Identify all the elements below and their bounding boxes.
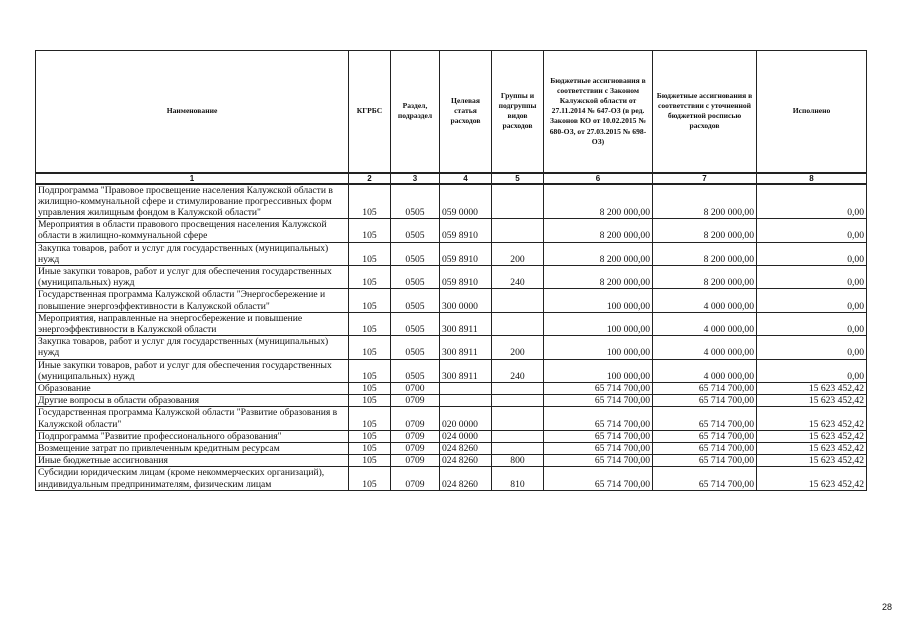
cell-kgrbs: 105 <box>349 430 391 442</box>
cell-section: 0505 <box>391 336 440 359</box>
cell-expense-group <box>492 395 544 407</box>
cell-kgrbs: 105 <box>349 265 391 288</box>
cell-refined-allocation: 65 714 700,00 <box>653 442 757 454</box>
cell-section: 0709 <box>391 407 440 430</box>
cell-expense-group <box>492 442 544 454</box>
cell-executed: 15 623 452,42 <box>757 407 867 430</box>
cell-kgrbs: 105 <box>349 467 391 490</box>
cell-executed: 0,00 <box>757 289 867 312</box>
cell-expense-group: 810 <box>492 467 544 490</box>
cell-law-allocation: 8 200 000,00 <box>544 265 653 288</box>
cell-target-article <box>440 395 492 407</box>
cell-executed: 0,00 <box>757 219 867 242</box>
header-expense-group: Группы и подгруппы видов расходов <box>492 51 544 173</box>
column-number: 8 <box>757 173 867 184</box>
header-name: Наименование <box>36 51 349 173</box>
cell-name: Другие вопросы в области образования <box>36 395 349 407</box>
cell-expense-group <box>492 382 544 394</box>
cell-section: 0709 <box>391 430 440 442</box>
cell-kgrbs: 105 <box>349 455 391 467</box>
cell-kgrbs: 105 <box>349 395 391 407</box>
cell-refined-allocation: 8 200 000,00 <box>653 184 757 219</box>
cell-target-article: 300 0000 <box>440 289 492 312</box>
cell-section: 0505 <box>391 289 440 312</box>
cell-executed: 0,00 <box>757 265 867 288</box>
cell-refined-allocation: 65 714 700,00 <box>653 455 757 467</box>
cell-expense-group: 200 <box>492 336 544 359</box>
cell-refined-allocation: 8 200 000,00 <box>653 265 757 288</box>
cell-name: Подпрограмма "Правовое просвещение населения Калужской области в жилищно-коммунальной сфере и стимулирование прогрессивных форм управления жилищным фондом в Калужской области" <box>36 184 349 219</box>
table-row <box>36 430 867 442</box>
cell-law-allocation: 8 200 000,00 <box>544 219 653 242</box>
cell-law-allocation: 65 714 700,00 <box>544 407 653 430</box>
cell-executed: 0,00 <box>757 359 867 382</box>
cell-law-allocation: 8 200 000,00 <box>544 242 653 265</box>
cell-law-allocation: 65 714 700,00 <box>544 430 653 442</box>
table-row <box>36 467 867 490</box>
column-number-row <box>36 173 867 184</box>
cell-expense-group <box>492 312 544 335</box>
cell-law-allocation: 65 714 700,00 <box>544 455 653 467</box>
cell-executed: 0,00 <box>757 242 867 265</box>
cell-expense-group <box>492 407 544 430</box>
column-number: 7 <box>653 173 757 184</box>
cell-executed: 15 623 452,42 <box>757 442 867 454</box>
cell-section: 0505 <box>391 242 440 265</box>
cell-refined-allocation: 8 200 000,00 <box>653 219 757 242</box>
cell-name: Образование <box>36 382 349 394</box>
cell-expense-group: 240 <box>492 265 544 288</box>
header-executed: Исполнено <box>757 51 867 173</box>
cell-target-article: 024 0000 <box>440 430 492 442</box>
table-header-row <box>36 51 867 173</box>
cell-law-allocation: 100 000,00 <box>544 289 653 312</box>
cell-law-allocation: 65 714 700,00 <box>544 382 653 394</box>
cell-expense-group: 200 <box>492 242 544 265</box>
cell-expense-group <box>492 289 544 312</box>
cell-section: 0709 <box>391 467 440 490</box>
header-refined-allocations: Бюджетные ассигнования в соответствии с уточненной бюджетной росписью расходов <box>653 51 757 173</box>
cell-kgrbs: 105 <box>349 289 391 312</box>
cell-section: 0709 <box>391 455 440 467</box>
cell-executed: 15 623 452,42 <box>757 382 867 394</box>
cell-kgrbs: 105 <box>349 184 391 219</box>
cell-name: Иные закупки товаров, работ и услуг для обеспечения государственных (муниципальных) нужд <box>36 265 349 288</box>
budget-table <box>35 50 867 491</box>
column-number: 4 <box>440 173 492 184</box>
column-number: 6 <box>544 173 653 184</box>
cell-refined-allocation: 4 000 000,00 <box>653 312 757 335</box>
cell-expense-group <box>492 430 544 442</box>
cell-section: 0700 <box>391 382 440 394</box>
cell-expense-group <box>492 219 544 242</box>
cell-refined-allocation: 65 714 700,00 <box>653 430 757 442</box>
table-row <box>36 312 867 335</box>
cell-section: 0505 <box>391 265 440 288</box>
cell-section: 0505 <box>391 312 440 335</box>
cell-law-allocation: 100 000,00 <box>544 359 653 382</box>
column-number: 3 <box>391 173 440 184</box>
cell-section: 0505 <box>391 184 440 219</box>
table-row <box>36 184 867 219</box>
cell-target-article: 300 8911 <box>440 336 492 359</box>
cell-target-article: 024 8260 <box>440 442 492 454</box>
cell-name: Государственная программа Калужской области "Развитие образования в Калужской области" <box>36 407 349 430</box>
table-row <box>36 407 867 430</box>
column-number: 1 <box>36 173 349 184</box>
table-row <box>36 395 867 407</box>
cell-target-article: 059 8910 <box>440 219 492 242</box>
cell-section: 0505 <box>391 219 440 242</box>
cell-law-allocation: 100 000,00 <box>544 336 653 359</box>
cell-kgrbs: 105 <box>349 242 391 265</box>
cell-name: Иные бюджетные ассигнования <box>36 455 349 467</box>
cell-refined-allocation: 4 000 000,00 <box>653 336 757 359</box>
cell-kgrbs: 105 <box>349 382 391 394</box>
cell-kgrbs: 105 <box>349 359 391 382</box>
cell-section: 0709 <box>391 442 440 454</box>
header-section: Раздел, подраздел <box>391 51 440 173</box>
cell-name: Возмещение затрат по привлеченным кредитным ресурсам <box>36 442 349 454</box>
cell-target-article: 020 0000 <box>440 407 492 430</box>
cell-expense-group: 240 <box>492 359 544 382</box>
cell-law-allocation: 65 714 700,00 <box>544 467 653 490</box>
cell-law-allocation: 65 714 700,00 <box>544 442 653 454</box>
cell-name: Мероприятия в области правового просвещения населения Калужской области в жилищно-коммунальной сфере <box>36 219 349 242</box>
cell-law-allocation: 8 200 000,00 <box>544 184 653 219</box>
cell-name: Подпрограмма "Развитие профессионального образования" <box>36 430 349 442</box>
cell-refined-allocation: 65 714 700,00 <box>653 395 757 407</box>
table-row <box>36 455 867 467</box>
cell-law-allocation: 100 000,00 <box>544 312 653 335</box>
cell-refined-allocation: 65 714 700,00 <box>653 407 757 430</box>
cell-refined-allocation: 4 000 000,00 <box>653 359 757 382</box>
cell-executed: 15 623 452,42 <box>757 395 867 407</box>
cell-refined-allocation: 4 000 000,00 <box>653 289 757 312</box>
cell-name: Иные закупки товаров, работ и услуг для обеспечения государственных (муниципальных) нужд <box>36 359 349 382</box>
cell-executed: 15 623 452,42 <box>757 467 867 490</box>
cell-name: Субсидии юридическим лицам (кроме некоммерческих организаций), индивидуальным предпринимателям, физическим лицам <box>36 467 349 490</box>
table-row <box>36 359 867 382</box>
cell-kgrbs: 105 <box>349 336 391 359</box>
cell-name: Государственная программа Калужской области "Энергосбережение и повышение энергоэффективности в Калужской области" <box>36 289 349 312</box>
cell-target-article: 059 0000 <box>440 184 492 219</box>
cell-kgrbs: 105 <box>349 407 391 430</box>
cell-target-article: 059 8910 <box>440 265 492 288</box>
cell-target-article: 024 8260 <box>440 455 492 467</box>
cell-kgrbs: 105 <box>349 442 391 454</box>
cell-kgrbs: 105 <box>349 219 391 242</box>
cell-expense-group: 800 <box>492 455 544 467</box>
table-row <box>36 336 867 359</box>
cell-refined-allocation: 65 714 700,00 <box>653 382 757 394</box>
column-number: 2 <box>349 173 391 184</box>
table-row <box>36 242 867 265</box>
header-target-article: Целевая статья расходов <box>440 51 492 173</box>
cell-executed: 15 623 452,42 <box>757 455 867 467</box>
table-body <box>36 184 867 491</box>
cell-expense-group <box>492 184 544 219</box>
cell-name: Закупка товаров, работ и услуг для государственных (муниципальных) нужд <box>36 336 349 359</box>
cell-law-allocation: 65 714 700,00 <box>544 395 653 407</box>
cell-target-article <box>440 382 492 394</box>
header-law-allocations: Бюджетные ассигнования в соответствии с Законом Калужской области от 27.11.2014 № 647-ОЗ (в ред. Законов КО от 10.02.2015 № 680-ОЗ, от 27.03.2015 № 698-ОЗ) <box>544 51 653 173</box>
table-row <box>36 219 867 242</box>
cell-executed: 0,00 <box>757 184 867 219</box>
header-kgrbs: КГРБС <box>349 51 391 173</box>
cell-executed: 0,00 <box>757 336 867 359</box>
column-number: 5 <box>492 173 544 184</box>
table-row <box>36 289 867 312</box>
cell-target-article: 300 8911 <box>440 359 492 382</box>
page-number: 28 <box>882 602 893 612</box>
cell-executed: 0,00 <box>757 312 867 335</box>
cell-section: 0505 <box>391 359 440 382</box>
table-row <box>36 265 867 288</box>
cell-name: Мероприятия, направленные на энергосбережение и повышение энергоэффективности в Калужской области <box>36 312 349 335</box>
cell-section: 0709 <box>391 395 440 407</box>
cell-name: Закупка товаров, работ и услуг для государственных (муниципальных) нужд <box>36 242 349 265</box>
cell-target-article: 024 8260 <box>440 467 492 490</box>
cell-target-article: 059 8910 <box>440 242 492 265</box>
cell-refined-allocation: 65 714 700,00 <box>653 467 757 490</box>
cell-target-article: 300 8911 <box>440 312 492 335</box>
cell-kgrbs: 105 <box>349 312 391 335</box>
table-row <box>36 442 867 454</box>
cell-executed: 15 623 452,42 <box>757 430 867 442</box>
cell-refined-allocation: 8 200 000,00 <box>653 242 757 265</box>
table-row <box>36 382 867 394</box>
